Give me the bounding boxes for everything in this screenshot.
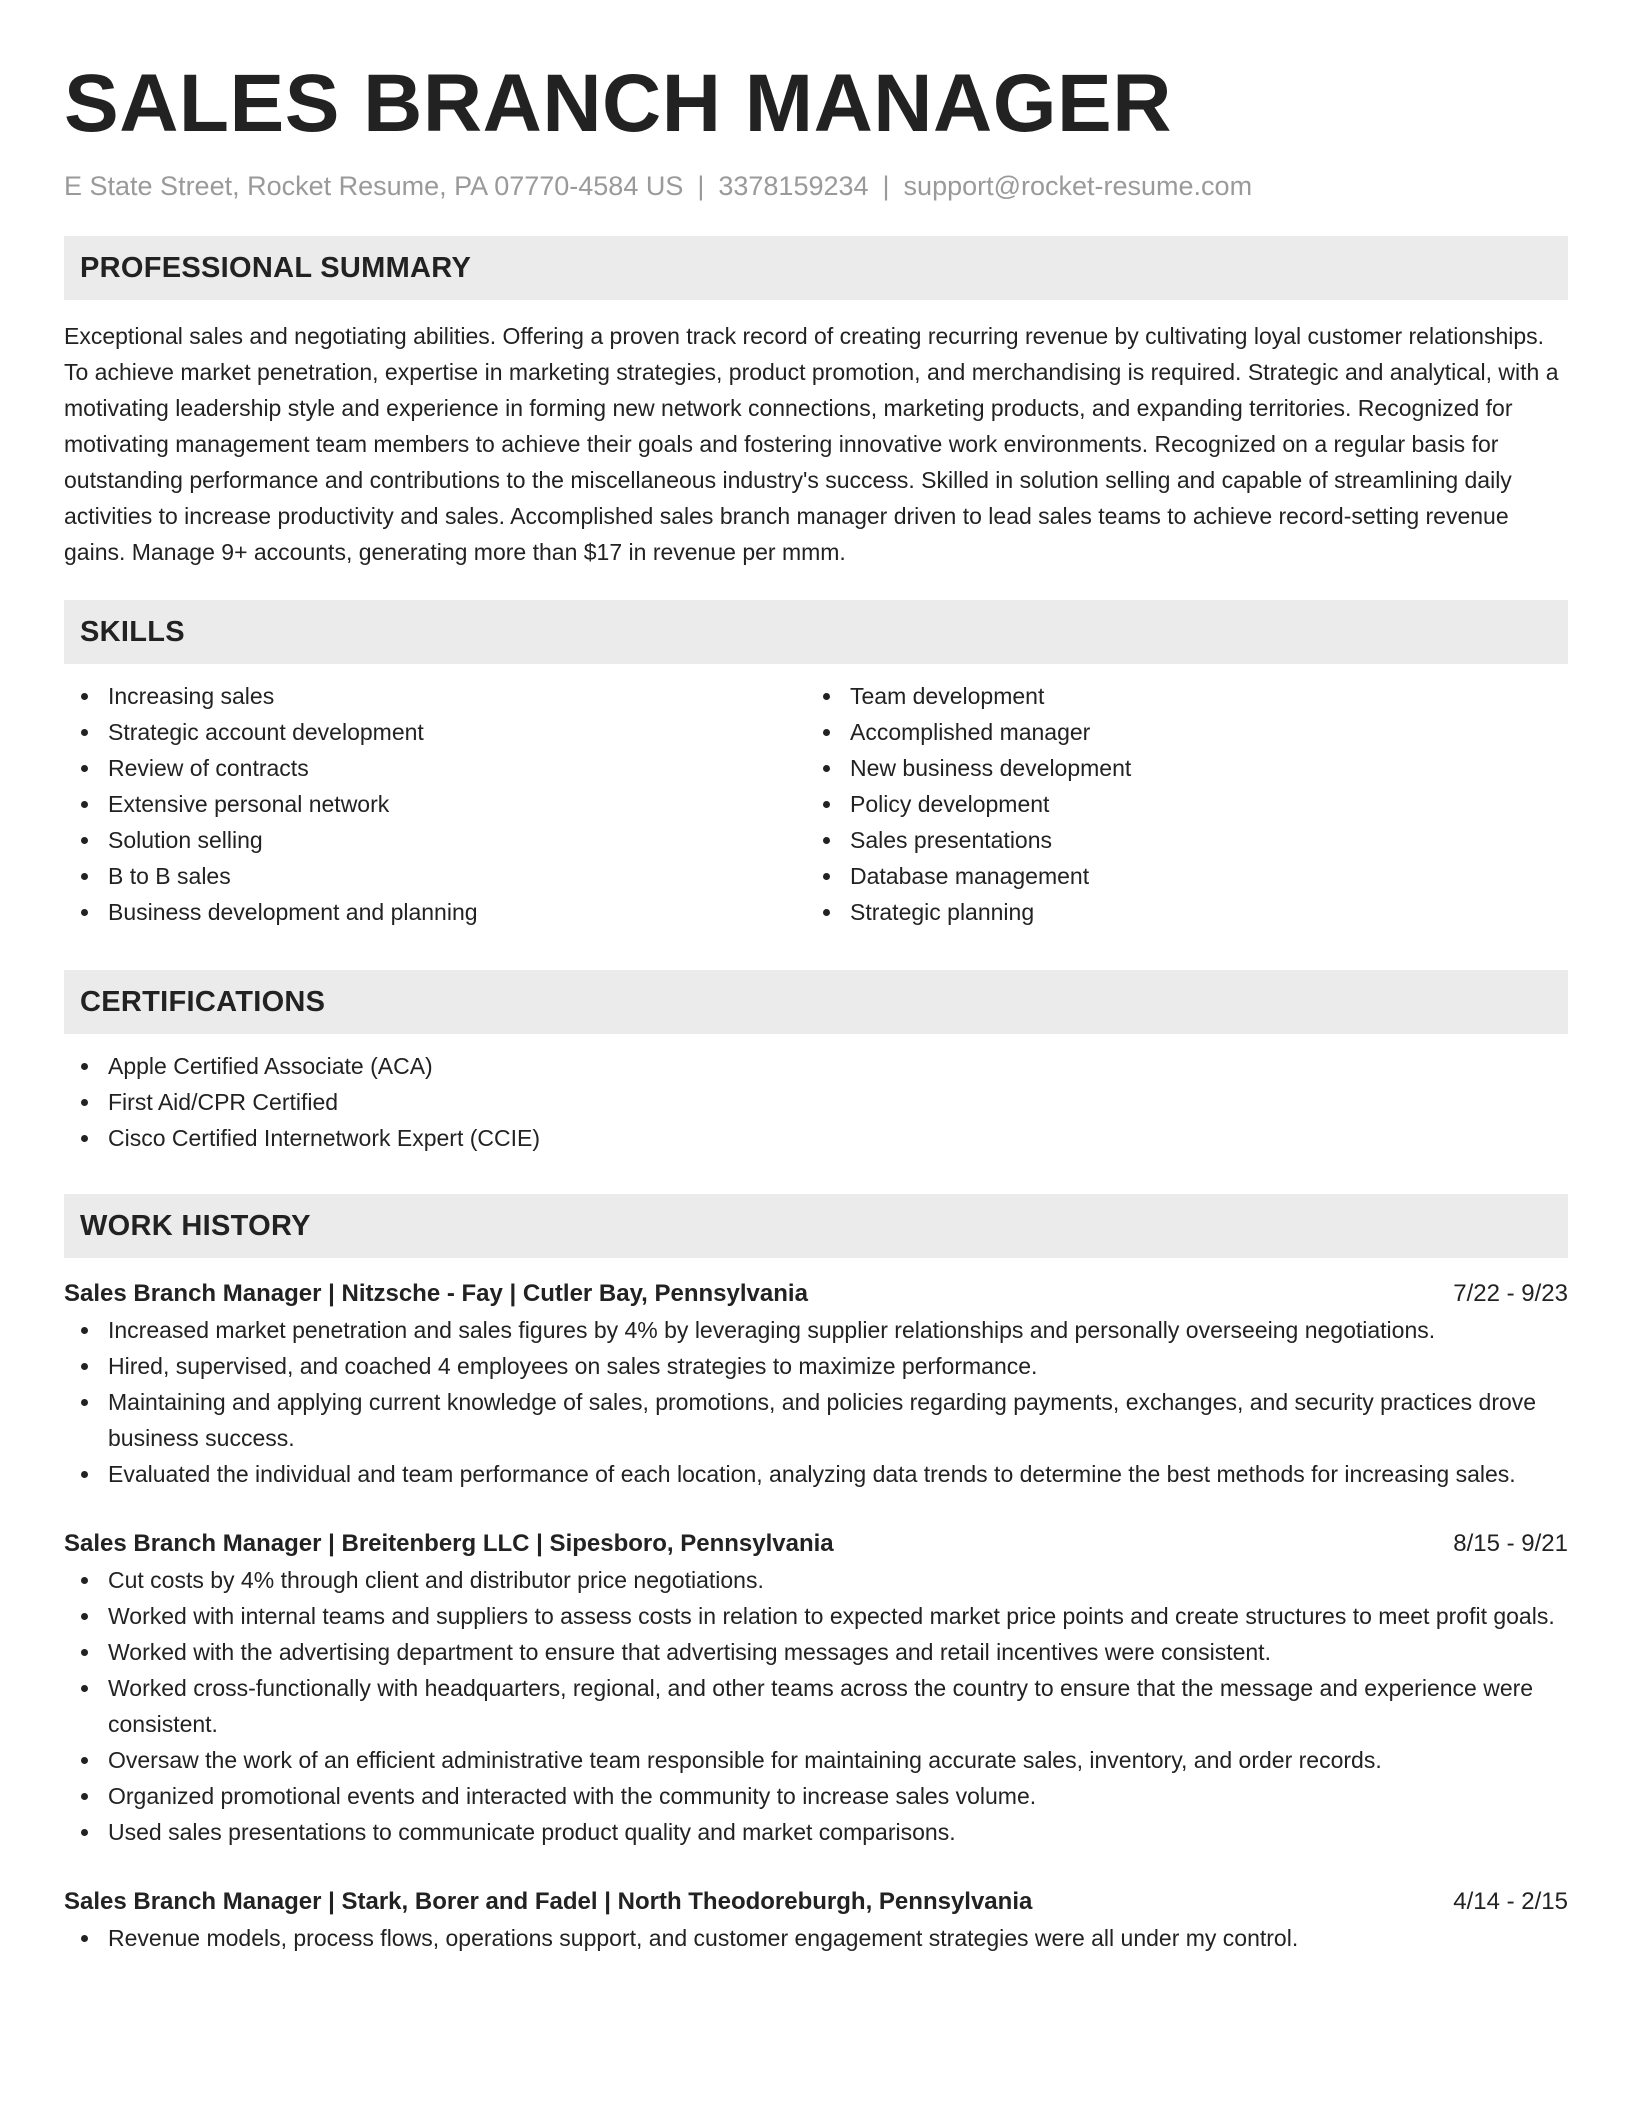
job-duty: Increased market penetration and sales figures by 4% by leveraging supplier relationships and personally overseeing negotiations. xyxy=(64,1312,1568,1348)
job-duty: Worked with internal teams and suppliers to assess costs in relation to expected market price points and create structures to meet profit goals. xyxy=(64,1598,1568,1634)
job-duty: Evaluated the individual and team performance of each location, analyzing data trends to determine the best methods for increasing sales. xyxy=(64,1456,1568,1492)
job-dates: 4/14 - 2/15 xyxy=(1453,1888,1568,1915)
job-entry xyxy=(64,1884,1568,1956)
skill-item: Database management xyxy=(806,858,1548,894)
job-title: Sales Branch Manager | Stark, Borer and Fadel | North Theodoreburgh, Pennsylvania xyxy=(64,1888,1033,1915)
skills-column-right xyxy=(806,678,1548,930)
job-duty: Worked with the advertising department to ensure that advertising messages and retail incentives were consistent. xyxy=(64,1634,1568,1670)
skill-item: Accomplished manager xyxy=(806,714,1548,750)
job-duty: Used sales presentations to communicate product quality and market comparisons. xyxy=(64,1814,1568,1850)
skills-list xyxy=(64,678,1568,930)
job-entry xyxy=(64,1526,1568,1850)
job-heading xyxy=(64,1526,1568,1562)
contact-phone: 3378159234 xyxy=(718,171,869,201)
job-duty: Oversaw the work of an efficient administrative team responsible for maintaining accurate sales, inventory, and order records. xyxy=(64,1742,1568,1778)
summary-header: PROFESSIONAL SUMMARY xyxy=(64,236,1568,300)
job-entry xyxy=(64,1276,1568,1492)
skill-item: Sales presentations xyxy=(806,822,1548,858)
certification-item: Apple Certified Associate (ACA) xyxy=(64,1048,1568,1084)
job-duties xyxy=(64,1312,1568,1492)
job-title: Sales Branch Manager | Breitenberg LLC | Sipesboro, Pennsylvania xyxy=(64,1530,834,1557)
job-duty: Revenue models, process flows, operations support, and customer engagement strategies were all under my control. xyxy=(64,1920,1568,1956)
certifications-list xyxy=(64,1048,1568,1156)
job-heading xyxy=(64,1276,1568,1312)
skill-item: Increasing sales xyxy=(64,678,806,714)
summary-text: Exceptional sales and negotiating abilities. Offering a proven track record of creating recurring revenue by cultivating loyal customer relationships. To achieve market penetration, expertise in marketing strategies, product promotion, and merchandising is required. Strategic and analytical, with a motivating leadership style and experience in forming new network connections, marketing products, and expanding territories. Recognized for motivating management team members to achieve their goals and fostering innovative work environments. Recognized on a regular basis for outstanding performance and contributions to the miscellaneous industry's success. Skilled in solution selling and capable of streamlining daily activities to increase productivity and sales. Accomplished sales branch manager driven to lead sales teams to achieve record-setting revenue gains. Manage 9+ accounts, generating more than $17 in revenue per mmm. xyxy=(64,323,1559,565)
skill-item: Policy development xyxy=(806,786,1548,822)
skill-item: Business development and planning xyxy=(64,894,806,930)
job-duties xyxy=(64,1920,1568,1956)
contact-separator: | xyxy=(882,171,890,201)
resume-name: SALES BRANCH MANAGER xyxy=(64,58,1172,149)
skills-column-left xyxy=(64,678,806,930)
job-duty: Organized promotional events and interacted with the community to increase sales volume. xyxy=(64,1778,1568,1814)
contact-address: E State Street, Rocket Resume, PA 07770-4584 US xyxy=(64,171,684,201)
work-history-list xyxy=(64,1276,1568,1956)
skill-item: Team development xyxy=(806,678,1548,714)
skill-item: Review of contracts xyxy=(64,750,806,786)
certification-item: First Aid/CPR Certified xyxy=(64,1084,1568,1120)
resume-page xyxy=(64,56,1568,1956)
certifications-header: CERTIFICATIONS xyxy=(64,970,1568,1034)
skill-item: Solution selling xyxy=(64,822,806,858)
skill-item: Extensive personal network xyxy=(64,786,806,822)
job-duties xyxy=(64,1562,1568,1850)
certification-item: Cisco Certified Internetwork Expert (CCIE) xyxy=(64,1120,1568,1156)
work-history-header: WORK HISTORY xyxy=(64,1194,1568,1258)
skill-item: New business development xyxy=(806,750,1548,786)
skills-header: SKILLS xyxy=(64,600,1568,664)
job-duty: Maintaining and applying current knowledge of sales, promotions, and policies regarding payments, exchanges, and security practices drove business success. xyxy=(64,1384,1568,1456)
job-title: Sales Branch Manager | Nitzsche - Fay | Cutler Bay, Pennsylvania xyxy=(64,1280,808,1307)
skill-item: B to B sales xyxy=(64,858,806,894)
contact-email: support@rocket-resume.com xyxy=(903,171,1253,201)
job-dates: 8/15 - 9/21 xyxy=(1453,1530,1568,1557)
job-duty: Worked cross-functionally with headquarters, regional, and other teams across the country to ensure that the message and experience were consistent. xyxy=(64,1670,1568,1742)
job-duty: Hired, supervised, and coached 4 employees on sales strategies to maximize performance. xyxy=(64,1348,1568,1384)
skill-item: Strategic account development xyxy=(64,714,806,750)
contact-line xyxy=(64,168,1568,204)
skill-item: Strategic planning xyxy=(806,894,1548,930)
job-dates: 7/22 - 9/23 xyxy=(1453,1280,1568,1307)
contact-separator: | xyxy=(697,171,705,201)
job-duty: Cut costs by 4% through client and distributor price negotiations. xyxy=(64,1562,1568,1598)
job-heading xyxy=(64,1884,1568,1920)
